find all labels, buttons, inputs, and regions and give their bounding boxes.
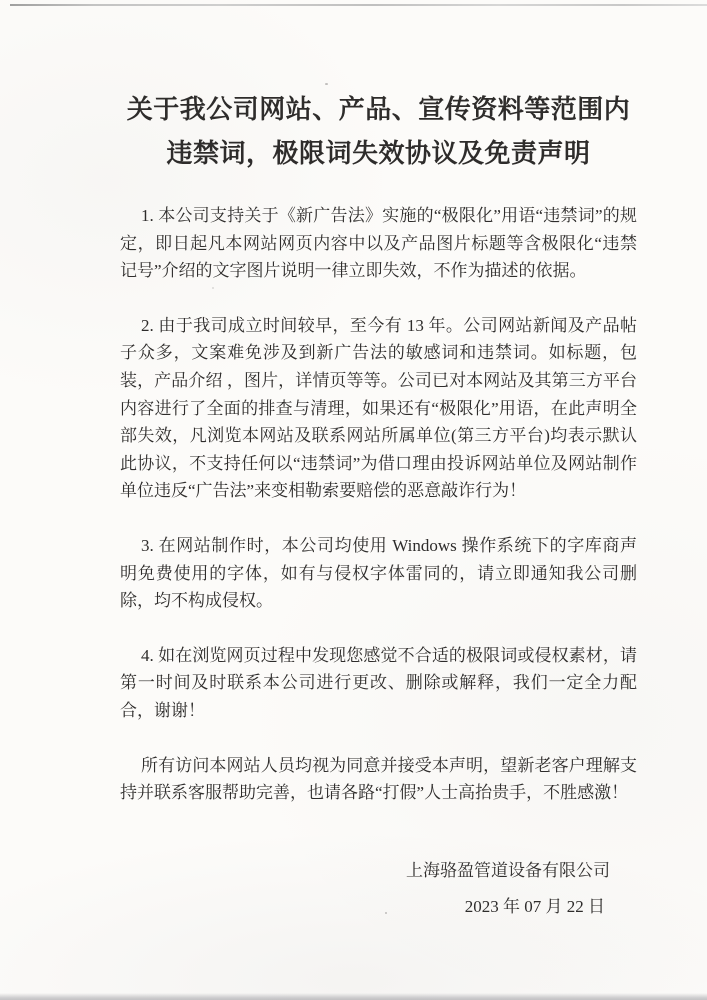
paragraph-3: 3. 在网站制作时，本公司均使用 Windows 操作系统下的字库商声明免费使用的字体，如有与侵权字体雷同的，请立即通知我公司删除，均不构成侵权。 [120,535,637,611]
signature-company: 上海骆盈管道设备有限公司 [406,860,610,880]
paragraph-1: 1. 本公司支持关于《新广告法》实施的“极限化”用语“违禁词”的规定，即日起凡本网站网页内容中以及产品图片标题等含极限化“违禁记号”介绍的文字图片说明一律立即失效，不作为描述的依据。 [120,206,637,281]
scan-speck [385,912,387,914]
closing-paragraph: 所有访问本网站人员均视为同意并接受本声明，望新老客户理解支持并联系客服帮助完善，也请各路“打假”人士高抬贵手，不胜感激！ [120,755,637,803]
title-line-2: 违禁词，极限词失效协议及免责声明 [166,139,591,168]
signature-date: 2023 年 07 月 22 日 [464,897,605,917]
document-body [120,202,637,807]
paragraph-2: 2. 由于我司成立时间较早，至今有 13 年。公司网站新闻及产品帖子众多，文案难免涉及到新广告法的敏感词和违禁词。如标题，包装，产品介绍 ，图片，详情页等等。公司已对本网站及其第三方平台内容进行了全面的排查与清理，如果还有“极限化”用语，在此声明全部失效，凡浏览本网站及联系网站所属单位(第三方平台)均表示默认此协议，不支持任何以“违禁词”为借口理由投诉网站单位及网站制作单位违反“广告法”来变相勒索要赔偿的恶意敲诈行为！ [120,315,637,501]
document-content [120,0,637,921]
title-line-1: 关于我公司网站、产品、宣传资料等范围内 [126,95,631,124]
scan-edge-bottom [0,993,707,1000]
paragraph-4: 4. 如在浏览网页过程中发现您感觉不合适的极限词或侵权素材，请第一时间及时联系本公司进行更改、删除或解释，我们一定全力配合，谢谢！ [120,645,637,720]
document-title [120,88,637,176]
scan-speck [212,287,214,289]
scan-speck [325,83,328,85]
